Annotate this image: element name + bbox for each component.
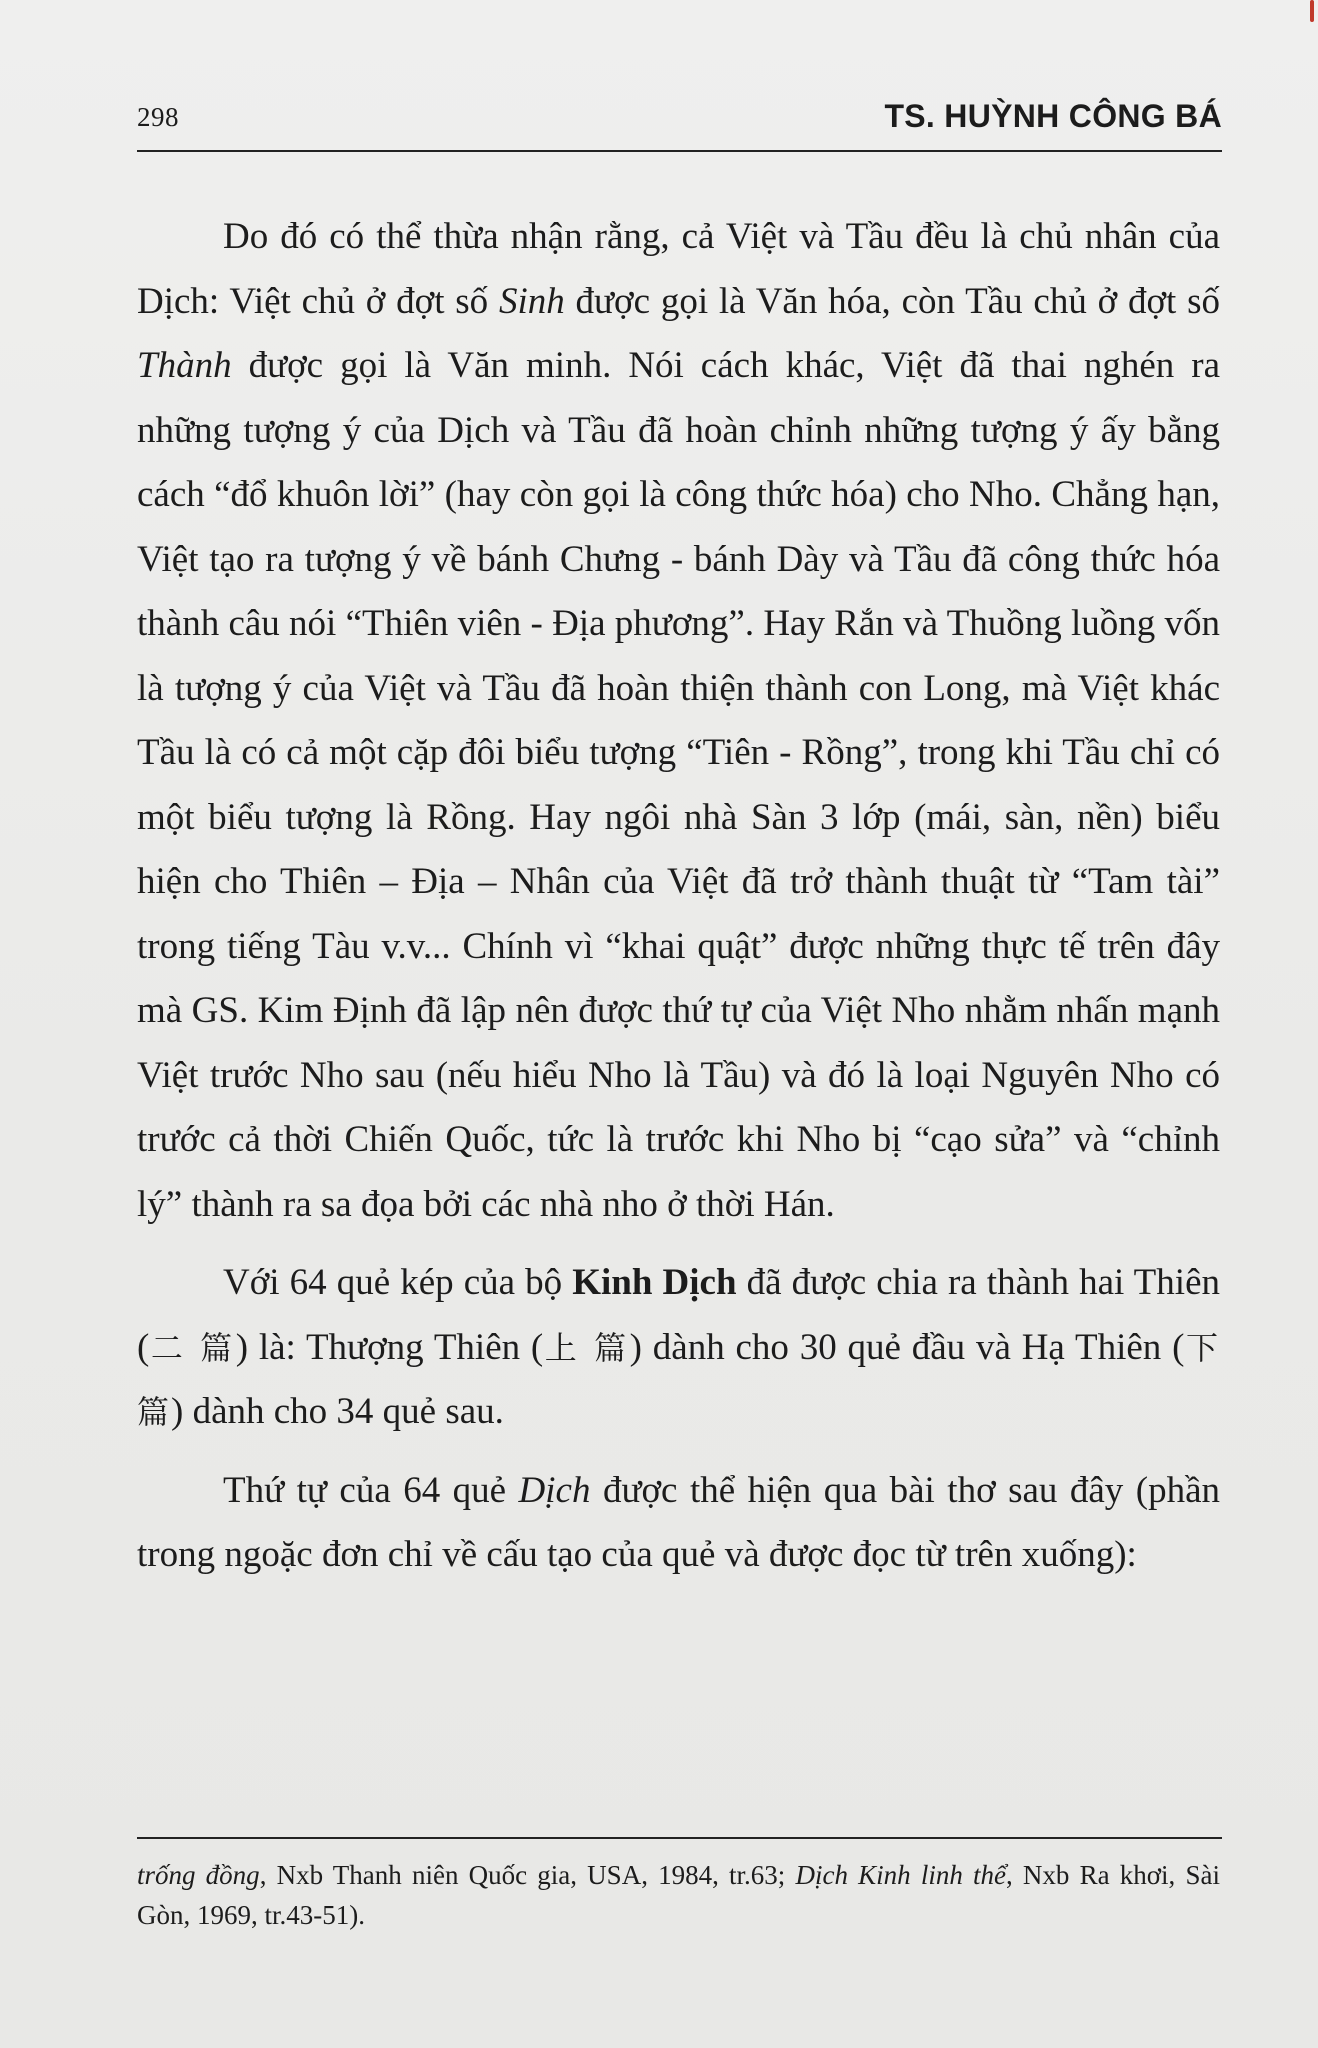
footnote-rule <box>137 1837 1222 1839</box>
page-header <box>137 98 1222 146</box>
paragraph-2-text-4: ) dành cho 30 quẻ đầu và Hạ Thiên ( <box>629 1326 1185 1368</box>
paragraph-1-text-3: được gọi là Văn minh. Nói cách khác, Việt đã thai nghén ra những tượng ý của Dịch và Tầu đã hoàn chỉnh những tượng ý ấy bằng cách “đổ khuôn lời” (hay còn gọi là công thức hóa) cho Nho. Chẳng hạn, Việt tạo ra tượng ý về bánh Chưng - bánh Dày và Tầu đã công thức hóa thành câu nói “Thiên viên - Địa phương”. Hay Rắn và Thuồng luồng vốn là tượng ý của Việt và Tầu đã hoàn thiện thành con Long, mà Việt khác Tầu là có cả một cặp đôi biểu tượng “Tiên - Rồng”, trong khi Tầu chỉ có một biểu tượng là Rồng. Hay ngôi nhà Sàn 3 lớp (mái, sàn, nền) biểu hiện cho Thiên – Địa – Nhân của Việt đã trở thành thuật từ “Tam tài” trong tiếng Tàu v.v... Chính vì “khai quật” được những thực tế trên đây mà GS. Kim Định đã lập nên được thứ tự của Việt Nho nhằm nhấn mạnh Việt trước Nho sau (nếu hiểu Nho là Tầu) và đó là loại Nguyên Nho có trước cả thời Chiến Quốc, tức là trước khi Nho bị “cạo sửa” và “chỉnh lý” thành ra sa đọa bởi các nhà nho ở thời Hán. <box>137 345 1220 1225</box>
cjk-thuong-thien: 上 篇 <box>543 1328 630 1367</box>
footnote-italic-trong-dong: trống đồng <box>137 1860 260 1890</box>
cjk-nhi-thien: 二 篇 <box>149 1328 236 1367</box>
footnote-text-1: , Nxb Thanh niên Quốc gia, USA, 1984, tr.63; <box>259 1860 796 1890</box>
paragraph-3-italic-dich: Dịch <box>518 1469 591 1511</box>
page-number: 298 <box>137 102 179 132</box>
red-edge-mark <box>1310 0 1314 22</box>
paragraph-1-text-1: Do đó có thể thừa nhận rằng, cả Việt và Tầu đều là chủ nhân của Dịch: Việt chủ ở đợt số <box>137 216 1220 322</box>
paragraph-1-italic-thanh: Thành <box>137 345 232 386</box>
paragraph-2-bold-kinh-dich: Kinh Dịch <box>572 1262 737 1303</box>
paragraph-1 <box>137 205 1220 1237</box>
paragraph-2-text-2: đã được chia ra thành hai Thiên ( <box>137 1262 1220 1368</box>
footnote-italic-dich-kinh: Dịch Kinh linh thể <box>795 1860 1006 1890</box>
body-text <box>137 205 1220 1588</box>
paragraph-3-text-1: Thứ tự của 64 quẻ <box>223 1469 519 1511</box>
paragraph-3 <box>137 1459 1220 1588</box>
paragraph-2-text-3: ) là: Thượng Thiên ( <box>235 1326 544 1368</box>
paragraph-1-italic-sinh: Sinh <box>498 280 565 322</box>
paragraph-2-text-5: ) dành cho 34 quẻ sau. <box>171 1391 504 1432</box>
header-rule <box>137 150 1222 152</box>
paragraph-2-text-1: Với 64 quẻ kép của bộ <box>223 1262 573 1303</box>
paragraph-2 <box>137 1251 1220 1445</box>
running-head-author: TS. HUỲNH CÔNG BÁ <box>884 98 1222 134</box>
cjk-ha-thien: 下 篇 <box>137 1328 1220 1431</box>
footnote <box>137 1855 1220 1935</box>
paragraph-1-text-2: được gọi là Văn hóa, còn Tầu chủ ở đợt số <box>564 280 1220 322</box>
footnote-text-2: , Nxb Ra khơi, Sài Gòn, 1969, tr.43-51). <box>137 1860 1220 1930</box>
paragraph-3-text-2: được thể hiện qua bài thơ sau đây (phần trong ngoặc đơn chỉ về cấu tạo của quẻ và được đọc từ trên xuống): <box>137 1469 1220 1575</box>
